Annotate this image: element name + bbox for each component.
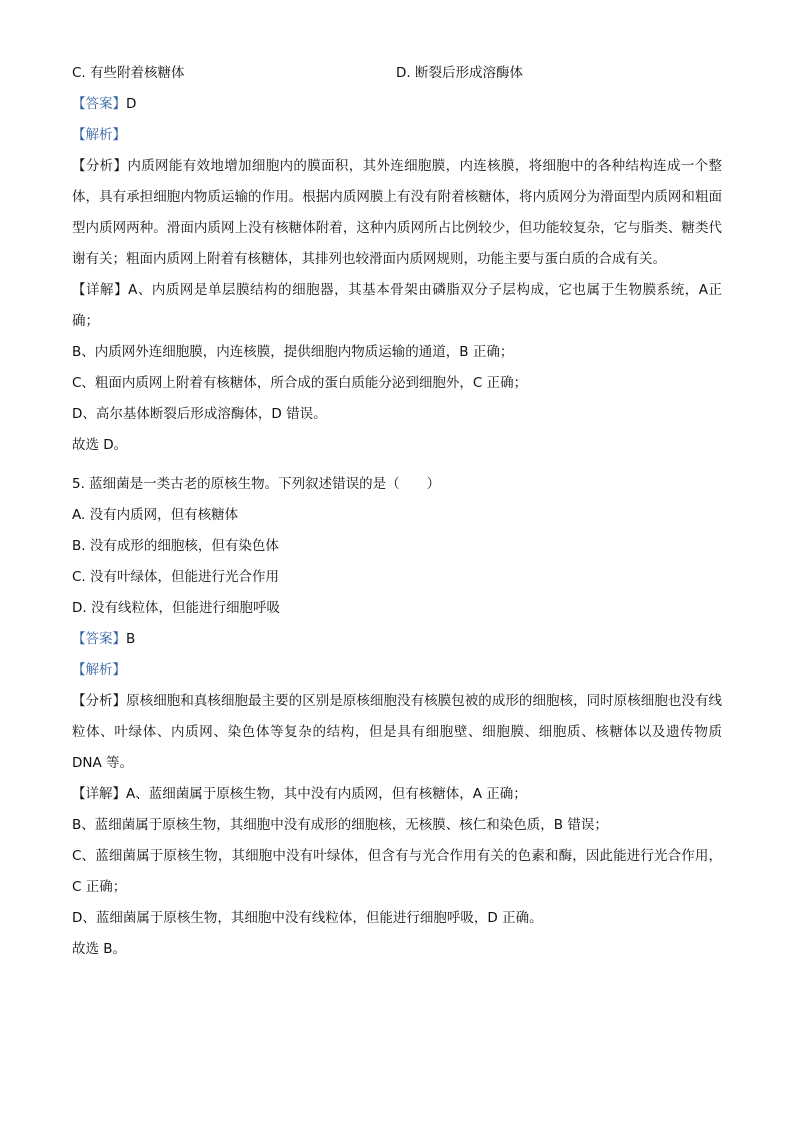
q4-xiangjie-a-text: A、内质网是单层膜结构的细胞器，其基本骨架由磷脂双分子层构成，它也属于生物膜系统，A正确； bbox=[72, 282, 722, 329]
q4-xiangjie-d: D、高尔基体断裂后形成溶酶体，D 错误。 bbox=[72, 406, 327, 422]
section-gap bbox=[72, 461, 722, 469]
q4-fenxi-text: 内质网能有效地增加细胞内的膜面积，其外连细胞膜，内连核膜，将细胞中的各种结构连成一个整体，具有承担细胞内物质运输的作用。根据内质网膜上有没有附着核糖体，将内质网分为滑面型内质网和粗面型内质网两种。滑面内质网上没有核糖体附着，这种内质网所占比例较少，但功能较复杂，它与脂类、糖类代谢有关；粗面内质网上附着有核糖体，其排列也较滑面内质网规则，功能主要与蛋白质的合成有关。 bbox=[72, 158, 723, 267]
q4-option-c: C. 有些附着核糖体 bbox=[72, 65, 185, 81]
q5-xiangjie-d: D、蓝细菌属于原核生物，其细胞中没有线粒体，但能进行细胞呼吸，D 正确。 bbox=[72, 910, 543, 926]
q5-fenxi bbox=[72, 686, 722, 779]
q4-analysis-tag: 【解析】 bbox=[72, 127, 126, 143]
q5-fenxi-text: 原核细胞和真核细胞最主要的区别是原核细胞没有核膜包被的成形的细胞核，同时原核细胞也没有线粒体、叶绿体、内质网、染色体等复杂的结构，但是具有细胞壁、细胞膜、细胞质、核糖体以及遗传物质 DNA 等。 bbox=[72, 693, 723, 771]
q4-fenxi-tag: 【分析】 bbox=[72, 158, 128, 174]
q4-answer bbox=[72, 89, 722, 120]
q5-answer bbox=[72, 624, 722, 655]
q5-xiangjie-b: B、蓝细菌属于原核生物，其细胞中没有成形的细胞核，无核膜、核仁和染色质，B 错误； bbox=[72, 817, 608, 833]
q5-analysis-heading bbox=[72, 655, 722, 686]
q4-analysis-heading bbox=[72, 120, 722, 151]
q5-answer-tag: 【答案】 bbox=[72, 631, 126, 647]
q4-xiangjie-tag: 【详解】 bbox=[72, 282, 129, 298]
q5-option-b: B. 没有成形的细胞核，但有染色体 bbox=[72, 538, 279, 554]
q5-answer-value: B bbox=[126, 631, 136, 647]
q4-xiangjie-b: B、内质网外连细胞膜，内连核膜，提供细胞内物质运输的通道，B 正确； bbox=[72, 344, 514, 360]
q5-conclusion: 故选 B。 bbox=[72, 941, 127, 957]
q5-xiangjie-c: C、蓝细菌属于原核生物，其细胞中没有叶绿体，但含有与光合作用有关的色素和酶，因此能进行光合作用，C 正确； bbox=[72, 848, 722, 895]
q5-xiangjie-a bbox=[72, 779, 722, 810]
q4-answer-value: D bbox=[126, 96, 137, 112]
q5-fenxi-tag: 【分析】 bbox=[72, 693, 127, 709]
q4-answer-tag: 【答案】 bbox=[72, 96, 126, 112]
q5-xiangjie-tag: 【详解】 bbox=[72, 786, 126, 802]
q4-option-d: D. 断裂后形成溶酶体 bbox=[396, 65, 523, 81]
q5-analysis-tag: 【解析】 bbox=[72, 662, 126, 678]
q4-xiangjie-a bbox=[72, 275, 722, 337]
q5-stem: 5. 蓝细菌是一类古老的原核生物。下列叙述错误的是（ ） bbox=[72, 476, 441, 492]
q4-options-row bbox=[72, 58, 722, 89]
q5-xiangjie-a-text: A、蓝细菌属于原核生物，其中没有内质网，但有核糖体，A 正确； bbox=[126, 786, 527, 802]
q4-fenxi bbox=[72, 151, 722, 275]
q4-conclusion: 故选 D。 bbox=[72, 437, 128, 453]
q5-option-c: C. 没有叶绿体，但能进行光合作用 bbox=[72, 569, 280, 585]
q5-option-a: A. 没有内质网，但有核糖体 bbox=[72, 507, 239, 523]
q5-option-d: D. 没有线粒体，但能进行细胞呼吸 bbox=[72, 600, 280, 616]
q4-xiangjie-c: C、粗面内质网上附着有核糖体，所合成的蛋白质能分泌到细胞外，C 正确； bbox=[72, 375, 528, 391]
